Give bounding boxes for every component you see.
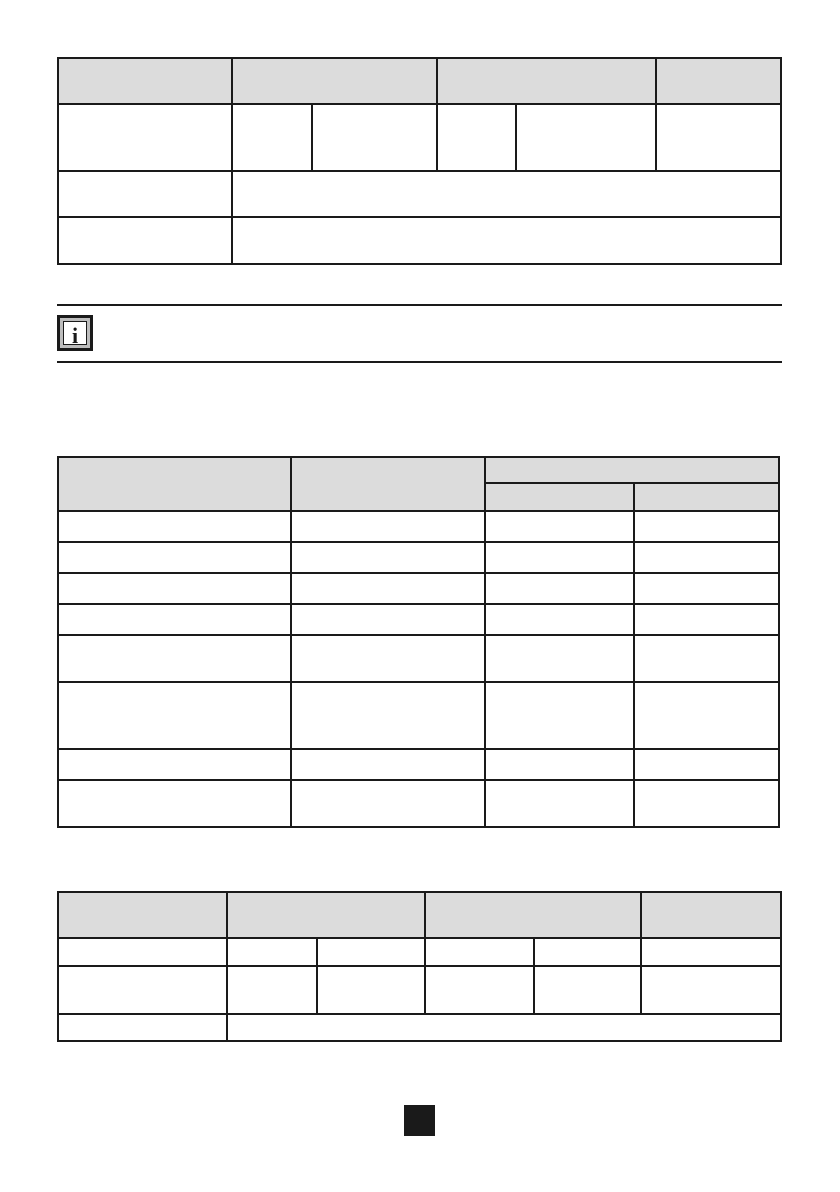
table-3-row-divider xyxy=(57,965,782,967)
table-1-col-divider xyxy=(311,103,313,171)
table-2-row-divider xyxy=(57,681,780,683)
table-1-col-divider xyxy=(655,57,657,171)
table-2-col-divider xyxy=(484,456,486,828)
table-3-col-divider xyxy=(316,937,318,1015)
info-note-bottom-rule xyxy=(57,361,782,363)
table-2-row-divider xyxy=(57,634,780,636)
table-3-col-divider xyxy=(424,891,426,1015)
info-icon-glyph: i xyxy=(71,323,79,348)
table-2-row-divider xyxy=(57,748,780,750)
info-note-top-rule xyxy=(57,304,782,306)
table-2-row-divider xyxy=(57,779,780,781)
table-1-border xyxy=(57,57,782,265)
info-icon xyxy=(57,315,93,351)
table-1-col-divider xyxy=(231,57,233,265)
table-3-col-divider xyxy=(533,937,535,1015)
table-1-col-divider xyxy=(436,57,438,171)
table-1-row-divider xyxy=(57,170,782,172)
table-2-row-divider xyxy=(57,572,780,574)
table-3-col-divider xyxy=(226,891,228,1042)
table-2-subheader-divider xyxy=(484,482,780,484)
table-1-row-divider xyxy=(57,103,782,105)
table-2-row-divider xyxy=(57,603,780,605)
table-3-col-divider xyxy=(640,891,642,1015)
table-2-col-divider xyxy=(633,482,635,828)
table-1-col-divider xyxy=(515,103,517,171)
table-3-row-divider xyxy=(57,937,782,939)
table-1-row-divider xyxy=(57,216,782,218)
table-2-col-divider xyxy=(290,456,292,828)
table-2-row-divider xyxy=(57,541,780,543)
table-2-row-divider xyxy=(57,510,780,512)
info-icon-inner xyxy=(63,321,87,348)
page-number-marker xyxy=(404,1105,435,1136)
table-3-row-divider xyxy=(57,1013,782,1015)
